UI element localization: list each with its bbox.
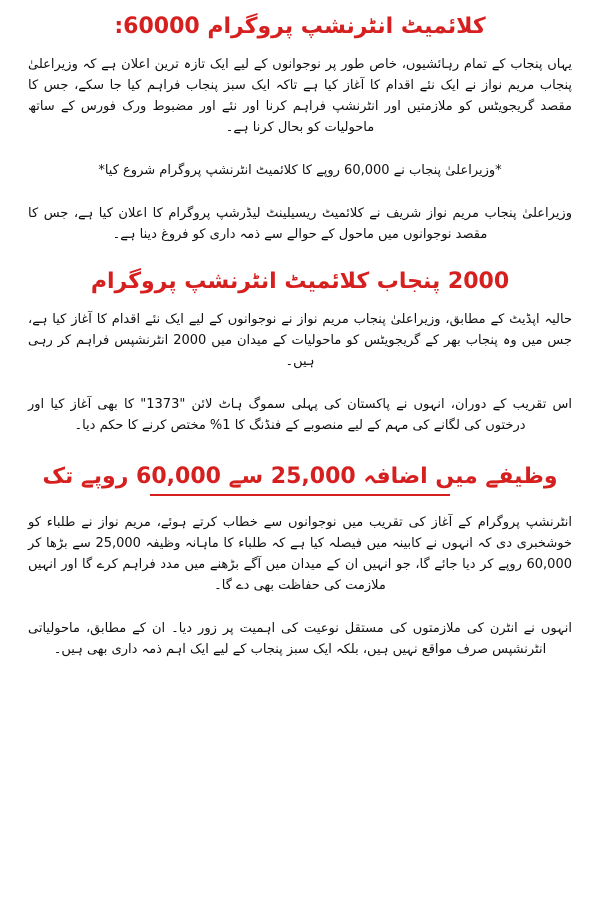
smog-hotline-paragraph: اس تقریب کے دوران، انہوں نے پاکستان کی پہلی سموگ ہاٹ لائن "1373" کا بھی آغاز کیا اور درختوں کی لگانے کی مہم کے لیے منصوبے کے فنڈنگ کا 1% مختص کرنے کا حکم دیا۔ [28,397,572,433]
stipend-paragraph: انٹرنشپ پروگرام کے آغاز کی تقریب میں نوجوانوں سے خطاب کرتے ہوئے، مریم نواز نے طلباء کو خوشخبری دی کہ انہوں نے کابینہ میں فیصلہ کیا ہے کہ طلباء کا ماہانہ وظیفہ 25,000 سے بڑھا کر 60,000 روپے کر دیا جائے گا، جو انہیں ان کے میدان میں آگے بڑھنے میں مدد فراہم کرے گا اور انہیں ملازمت کی حفاظت بھی دے گا۔ [28,515,572,593]
closing-paragraph: انہوں نے انٹرن کی ملازمتوں کی مستقل نوعیت کی اہمیت پر زور دیا۔ ان کے مطابق، ماحولیاتی انٹرنشپس صرف مواقع نہیں ہیں، بلکہ ایک سبز پنجاب کے لیے ایک اہم ذمہ داری بھی ہیں۔ [28,621,572,657]
heading-stipend-increase: وظیفے میں اضافہ 25,000 سے 60,000 روپے تک [42,464,558,489]
heading-underline [150,494,450,496]
latest-update-paragraph: حالیہ اپڈیٹ کے مطابق، وزیراعلیٰ پنجاب مریم نواز نے نوجوانوں کے لیے ایک نئے اقدام کا آغاز کیا ہے، جس میں وہ پنجاب بھر کے گریجویٹس کو ماحولیات کے میدان میں 2000 انٹرنشپس فراہم کر رہی ہیں۔ [28,312,573,369]
heading-2000-internships: 2000 پنجاب کلائمیٹ انٹرنشپ پروگرام [90,269,510,294]
intro-paragraph: یہاں پنجاب کے تمام رہائشیوں، خاص طور پر نوجوانوں کے لیے ایک تازہ ترین اعلان ہے کہ وزیراعلیٰ پنجاب مریم نواز نے ایک نئے اقدام کا آغاز کیا ہے تاکہ ایک سبز پنجاب فراہم کیا جا سکے، جس کا مقصد گریجویٹس کو ملازمتیں اور انٹرنشپ فراہم کرنا اور نئے اور مضبوط ورک فورس کے ساتھ ماحولیات کو بحال کرنا ہے۔ [28,57,572,135]
heading-climate-internship-60000: کلائمیٹ انٹرنشپ پروگرام 60000: [114,14,486,39]
leadership-program-paragraph: وزیراعلیٰ پنجاب مریم نواز شریف نے کلائمیٹ ریسیلینٹ لیڈرشپ پروگرام کا اعلان کیا ہے، جس کا مقصد نوجوانوں میں ماحول کے حوالے سے ذمہ داری کو فروغ دینا ہے۔ [28,206,572,242]
highlight-quote: *وزیراعلیٰ پنجاب نے 60,000 روپے کا کلائمیٹ انٹرنشپ پروگرام شروع کیا* [98,163,502,178]
